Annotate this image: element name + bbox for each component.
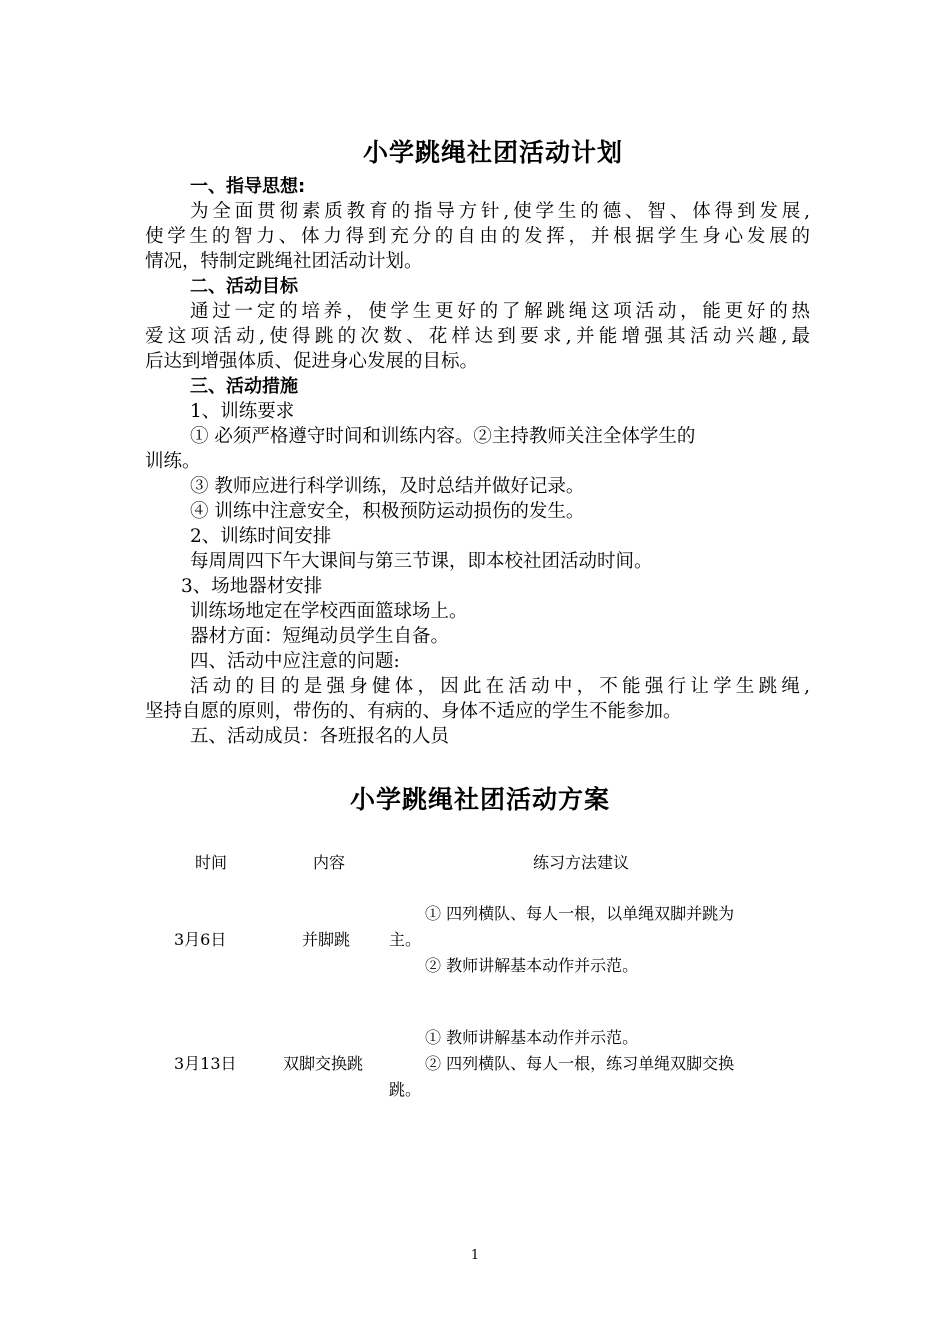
section-heading-measures: 三、活动措施 xyxy=(190,376,298,397)
list-item: ④ 训练中注意安全，积极预防运动损伤的发生。 xyxy=(190,501,585,522)
section-heading-notes: 四、活动中应注意的问题: xyxy=(190,651,400,672)
row-method-line: ① 四列横队、每人一根，以单绳双脚并跳为 xyxy=(425,904,735,923)
paragraph-line: 爱这项活动,使得跳的次数、花样达到要求,并能增强其活动兴趣,最 xyxy=(145,326,810,347)
row-time: 3月6日 xyxy=(174,930,227,949)
column-header-method: 练习方法建议 xyxy=(533,853,630,872)
paragraph-line: 情况，特制定跳绳社团活动计划。 xyxy=(145,251,423,272)
paragraph-line: 每周周四下午大课间与第三节课，即本校社团活动时间。 xyxy=(190,551,653,572)
list-item-continuation: 训练。 xyxy=(145,451,201,472)
section-heading-members: 五、活动成员：各班报名的人员 xyxy=(190,726,450,747)
section-heading-goals: 二、活动目标 xyxy=(190,276,298,297)
paragraph-line: 通过一定的培养，使学生更好的了解跳绳这项活动，能更好的热 xyxy=(190,301,810,322)
row-time: 3月13日 xyxy=(174,1054,237,1073)
row-content: 双脚交换跳 xyxy=(283,1054,364,1073)
section-heading-guiding-idea: 一、指导思想: xyxy=(190,176,306,197)
page-number: 1 xyxy=(470,1248,480,1263)
row-method-line: ② 四列横队、每人一根，练习单绳双脚交换 xyxy=(425,1054,735,1073)
paragraph-line: 为全面贯彻素质教育的指导方针,使学生的德、智、体得到发展, xyxy=(190,201,810,222)
row-method-line: ② 教师讲解基本动作并示范。 xyxy=(425,956,639,975)
subsection-title: 3、场地器材安排 xyxy=(181,576,323,597)
paragraph-line: 训练场地定在学校西面篮球场上。 xyxy=(190,601,468,622)
column-header-content: 内容 xyxy=(313,853,346,872)
list-item: ③ 教师应进行科学训练，及时总结并做好记录。 xyxy=(190,476,585,497)
row-method-line: 主。 xyxy=(389,930,422,949)
row-content: 并脚跳 xyxy=(302,930,351,949)
paragraph-line: 器材方面：短绳动员学生自备。 xyxy=(190,626,450,647)
row-method-line: 跳。 xyxy=(389,1080,422,1099)
list-item: ① 必须严格遵守时间和训练内容。②主持教师关注全体学生的 xyxy=(190,426,696,447)
subsection-title: 2、训练时间安排 xyxy=(190,526,332,547)
scheme-title: 小学跳绳社团活动方案 xyxy=(349,785,610,814)
row-method-line: ① 教师讲解基本动作并示范。 xyxy=(425,1028,639,1047)
paragraph-line: 坚持自愿的原则，带伤的、有病的、身体不适应的学生不能参加。 xyxy=(145,701,682,722)
subsection-title: 1、训练要求 xyxy=(190,401,295,422)
paragraph-line: 活动的目的是强身健体，因此在活动中，不能强行让学生跳绳, xyxy=(190,676,810,697)
column-header-time: 时间 xyxy=(195,853,228,872)
paragraph-line: 使学生的智力、体力得到充分的自由的发挥，并根据学生身心发展的 xyxy=(145,226,810,247)
plan-body xyxy=(145,174,810,749)
plan-title: 小学跳绳社团活动计划 xyxy=(362,138,623,167)
paragraph-line: 后达到增强体质、促进身心发展的目标。 xyxy=(145,351,479,372)
